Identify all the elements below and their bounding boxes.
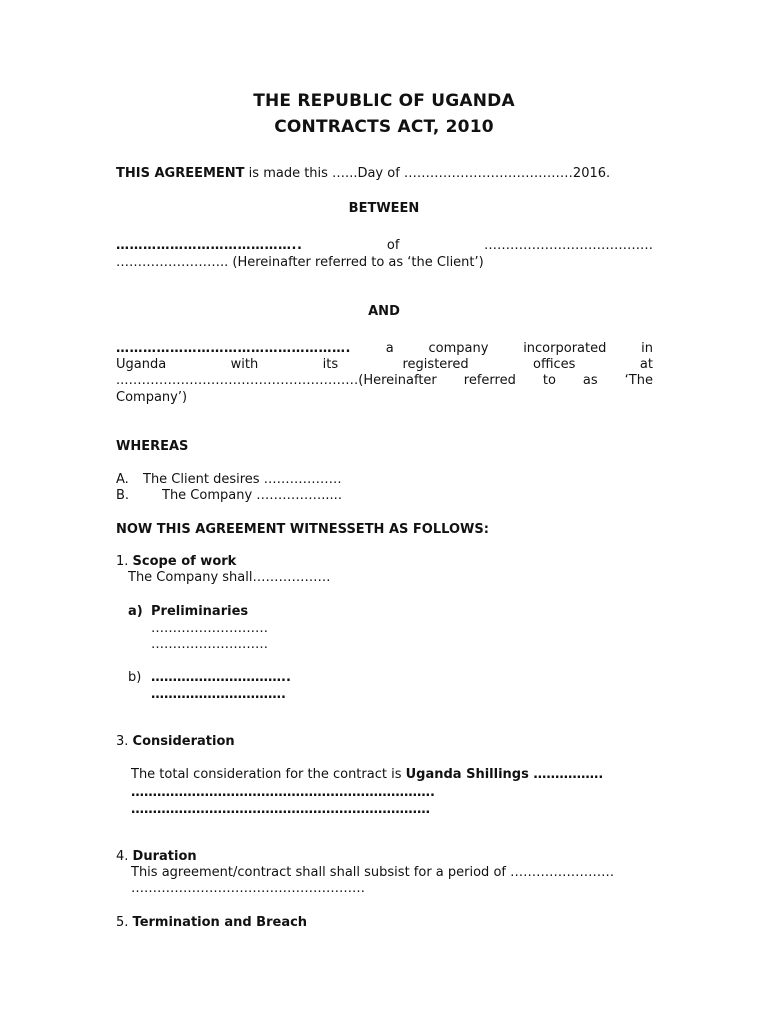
consideration-text: The total consideration for the contract is [131, 767, 406, 782]
section-4-heading [116, 849, 197, 865]
intro-text: is made this …...Day of …………………………………2016. [244, 166, 611, 181]
intro-bold: THIS AGREEMENT [116, 166, 245, 181]
sub-a-line: ……………………… [151, 621, 268, 636]
section-number: 5. [116, 915, 133, 930]
section-3-line: ……………………………………………………………. [131, 785, 435, 800]
sub-a-marker: a) [128, 604, 143, 619]
whereas-item-a-text: The Client desires ……………… [143, 472, 342, 487]
client-line-1 [116, 238, 653, 254]
company-word: at [639, 357, 653, 372]
company-word: referred [463, 373, 516, 388]
company-address-blank: ..………………………………………………(Hereinafter [116, 373, 437, 388]
company-word: Uganda [116, 357, 167, 372]
company-line-4: Company’) [116, 390, 188, 405]
client-line-2: …………………….. (Hereinafter referred to as ‘the Client’) [116, 255, 484, 270]
company-word: a [385, 341, 394, 356]
company-word: as [582, 373, 598, 388]
section-number: 1. [116, 554, 133, 569]
section-4-line: ……………………………………………… [131, 881, 365, 896]
section-title: Consideration [132, 734, 235, 749]
whereas-item-b-marker: B. [116, 488, 130, 503]
company-word: offices [533, 357, 576, 372]
section-5-heading [116, 915, 307, 931]
company-word: in [641, 341, 653, 356]
sub-b-line: ………………………….. [151, 670, 291, 685]
company-word: registered [402, 357, 469, 372]
client-name-blank: ………………………………….. [116, 238, 303, 253]
section-title: Duration [132, 849, 197, 864]
company-line-1 [116, 341, 653, 357]
sub-b-marker: b) [128, 670, 142, 685]
agreement-intro [116, 166, 610, 182]
sub-a-line: ……………………… [151, 637, 268, 652]
whereas-item-b-text: The Company ……………..... [162, 488, 342, 503]
client-address-blank: ………………………………… [483, 238, 653, 253]
section-number: 4. [116, 849, 133, 864]
company-name-blank: ……………………………………………. [116, 341, 351, 356]
sub-b-line: …………………………. [151, 687, 286, 702]
section-4-body: This agreement/contract shall shall subsist for a period of …………………… [131, 865, 615, 880]
and-heading: AND [368, 304, 400, 319]
sub-a-heading: Preliminaries [151, 604, 249, 619]
witnesseth-heading: NOW THIS AGREEMENT WITNESSETH AS FOLLOWS: [116, 522, 489, 537]
document-subtitle: CONTRACTS ACT, 2010 [274, 117, 494, 137]
company-line-3 [116, 373, 653, 389]
client-of: of [386, 238, 400, 253]
company-word: its [322, 357, 339, 372]
consideration-amount: Uganda Shillings ……………. [405, 767, 604, 782]
company-line-2 [116, 357, 653, 373]
document-title: THE REPUBLIC OF UGANDA [253, 91, 515, 111]
section-title: Scope of work [132, 554, 237, 569]
section-1-body: The Company shall……………… [128, 570, 331, 585]
section-number: 3. [116, 734, 133, 749]
company-word: ‘The [624, 373, 653, 388]
between-heading: BETWEEN [348, 201, 420, 216]
section-1-heading [116, 554, 236, 570]
whereas-item-a-marker: A. [116, 472, 129, 487]
section-3-heading [116, 734, 235, 750]
company-word: with [230, 357, 259, 372]
company-word: company [428, 341, 489, 356]
section-3-body [131, 767, 603, 783]
section-title: Termination and Breach [132, 915, 308, 930]
company-word: to [542, 373, 556, 388]
company-word: incorporated [523, 341, 607, 356]
section-3-line: …………………………………………………………… [131, 802, 430, 817]
whereas-heading: WHEREAS [116, 439, 189, 454]
